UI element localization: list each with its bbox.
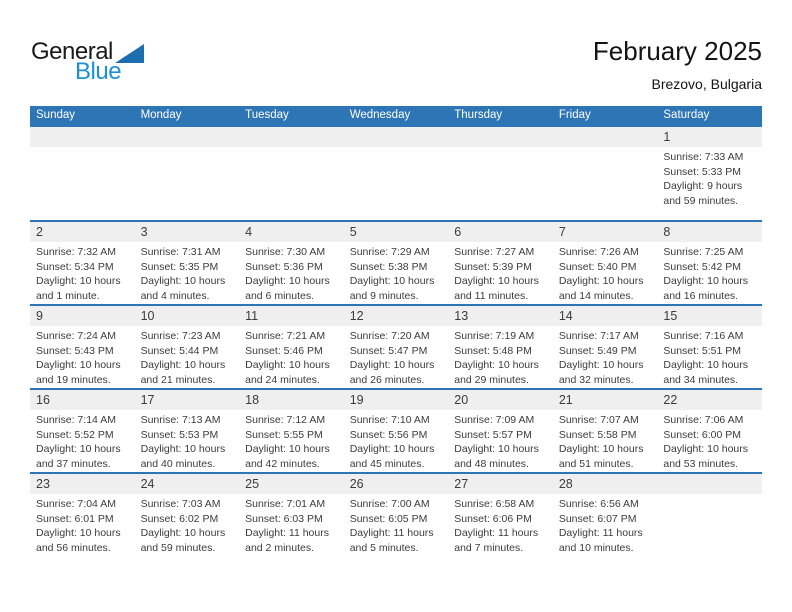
day-number: 2	[36, 225, 43, 239]
day-detail-line: Daylight: 10 hours	[140, 359, 226, 371]
calendar-day-cell	[30, 390, 135, 472]
day-detail-line: Daylight: 10 hours	[454, 359, 539, 371]
day-number: 15	[663, 309, 678, 323]
day-number-band	[239, 306, 344, 326]
day-number: 14	[558, 309, 573, 323]
day-number: 25	[245, 477, 260, 491]
title-block	[593, 36, 762, 92]
day-detail-line: and 16 minutes.	[663, 289, 739, 302]
day-details	[657, 242, 762, 303]
day-number: 17	[140, 393, 155, 407]
day-number-band	[657, 127, 762, 147]
day-detail-line: Sunrise: 7:13 AM	[140, 414, 221, 426]
day-detail-line: Daylight: 10 hours	[36, 527, 121, 539]
day-number: 3	[140, 225, 148, 239]
day-detail-line: Daylight: 10 hours	[36, 275, 121, 287]
day-details	[553, 326, 658, 387]
day-number-band	[553, 127, 658, 147]
day-details	[344, 410, 449, 471]
day-detail-line: Sunrise: 7:16 AM	[663, 330, 744, 342]
weekday-header-tuesday: Tuesday	[245, 109, 289, 121]
day-detail-line: Sunrise: 7:32 AM	[36, 246, 116, 258]
day-detail-line: Sunset: 6:06 PM	[454, 512, 532, 525]
day-number-band	[344, 390, 449, 410]
logo-text-general: General	[31, 38, 113, 65]
day-number: 23	[36, 477, 50, 491]
day-number-band	[553, 306, 658, 326]
day-detail-line: and 32 minutes.	[558, 373, 634, 386]
day-details	[553, 494, 658, 555]
day-detail-line: and 37 minutes.	[36, 457, 111, 470]
day-number-band	[448, 390, 553, 410]
weekday-header-saturday: Saturday	[663, 109, 710, 121]
day-detail-line: Sunset: 5:48 PM	[454, 344, 532, 357]
calendar-day-cell	[553, 306, 658, 388]
calendar-day-cell	[239, 474, 344, 556]
calendar-day-cell	[657, 222, 762, 304]
day-detail-line: and 29 minutes.	[454, 373, 529, 386]
day-detail-line: Daylight: 10 hours	[349, 359, 435, 371]
day-details	[135, 410, 240, 471]
day-number: 8	[663, 225, 671, 239]
day-details	[553, 147, 658, 150]
day-detail-line: Sunset: 5:33 PM	[663, 165, 742, 178]
day-detail-line: Sunrise: 6:56 AM	[558, 498, 639, 510]
day-detail-line: and 48 minutes.	[454, 457, 529, 470]
day-detail-line: Sunset: 5:55 PM	[245, 428, 323, 441]
calendar-day-cell	[239, 222, 344, 304]
day-detail-line: Sunrise: 7:07 AM	[558, 414, 639, 426]
day-detail-line: Sunset: 5:47 PM	[349, 344, 428, 357]
day-detail-line: Sunrise: 7:06 AM	[663, 414, 744, 426]
calendar-day-cell	[239, 306, 344, 388]
day-number: 13	[454, 309, 469, 323]
day-number-band	[30, 222, 135, 242]
day-detail-line: Sunset: 5:46 PM	[245, 344, 323, 357]
day-details	[448, 494, 553, 555]
day-details	[448, 326, 553, 387]
day-detail-line: Sunset: 5:58 PM	[558, 428, 637, 441]
day-details	[239, 326, 344, 387]
day-number-band	[344, 127, 449, 147]
day-detail-line: Sunrise: 7:31 AM	[140, 246, 221, 258]
calendar-day-cell	[448, 390, 553, 472]
day-number-band	[553, 474, 658, 494]
day-number: 27	[454, 477, 469, 491]
day-detail-line: Sunset: 5:34 PM	[36, 260, 114, 273]
day-detail-line: and 34 minutes.	[663, 373, 739, 386]
calendar-day-cell	[448, 474, 553, 556]
day-detail-line: and 45 minutes.	[349, 457, 425, 470]
day-number-band	[657, 474, 762, 494]
day-detail-line: Sunrise: 7:04 AM	[36, 498, 116, 510]
day-details	[135, 242, 240, 303]
day-details	[657, 326, 762, 387]
day-detail-line: and 4 minutes.	[140, 289, 210, 302]
calendar-day-cell	[657, 127, 762, 220]
calendar-empty-cell	[657, 474, 762, 556]
day-number-band	[239, 222, 344, 242]
day-details	[239, 410, 344, 471]
day-number-band	[448, 306, 553, 326]
day-number-band	[30, 474, 135, 494]
day-number-band	[657, 306, 762, 326]
general-blue-logo	[31, 40, 144, 84]
day-detail-line: and 7 minutes.	[454, 541, 524, 554]
day-details	[239, 494, 344, 555]
day-detail-line: Daylight: 10 hours	[140, 527, 226, 539]
calendar-day-cell	[344, 306, 449, 388]
day-detail-line: Daylight: 10 hours	[349, 443, 435, 455]
day-details	[239, 242, 344, 303]
day-number-band	[553, 390, 658, 410]
day-detail-line: Daylight: 10 hours	[245, 443, 330, 455]
day-number: 18	[245, 393, 260, 407]
day-number: 26	[349, 477, 364, 491]
day-detail-line: Sunrise: 7:09 AM	[454, 414, 535, 426]
calendar-empty-cell	[135, 127, 240, 220]
day-number-band	[239, 390, 344, 410]
day-detail-line: Sunset: 5:36 PM	[245, 260, 323, 273]
day-number: 22	[663, 393, 678, 407]
day-detail-line: Sunset: 5:42 PM	[663, 260, 742, 273]
day-detail-line: Daylight: 10 hours	[663, 359, 749, 371]
day-detail-line: Sunrise: 7:23 AM	[140, 330, 221, 342]
calendar-day-cell	[448, 306, 553, 388]
day-number: 20	[454, 393, 469, 407]
day-number-band	[30, 390, 135, 410]
calendar-day-cell	[344, 390, 449, 472]
day-detail-line: Daylight: 10 hours	[558, 443, 644, 455]
day-detail-line: Daylight: 9 hours	[663, 180, 743, 192]
day-number: 4	[245, 225, 253, 239]
day-detail-line: Daylight: 10 hours	[36, 359, 121, 371]
day-detail-line: and 59 minutes.	[663, 194, 739, 207]
day-details	[448, 410, 553, 471]
page-title: February 2025	[592, 36, 762, 66]
day-detail-line: Sunset: 5:49 PM	[558, 344, 637, 357]
calendar-day-cell	[135, 222, 240, 304]
day-number-band	[135, 222, 240, 242]
day-details	[135, 147, 240, 150]
day-detail-line: and 19 minutes.	[36, 373, 111, 386]
day-detail-line: Sunset: 5:52 PM	[36, 428, 114, 441]
day-detail-line: and 51 minutes.	[558, 457, 634, 470]
calendar-week-row	[30, 472, 762, 556]
weekday-header-wednesday: Wednesday	[349, 109, 411, 121]
day-detail-line: and 40 minutes.	[140, 457, 216, 470]
calendar-empty-cell	[448, 127, 553, 220]
day-number: 7	[558, 225, 566, 239]
day-details	[553, 410, 658, 471]
day-detail-line: Daylight: 11 hours	[245, 527, 329, 539]
day-detail-line: Daylight: 10 hours	[36, 443, 121, 455]
day-detail-line: Sunrise: 7:12 AM	[245, 414, 326, 426]
weekday-header-bar	[30, 106, 762, 125]
calendar-day-cell	[135, 390, 240, 472]
weekday-header-monday: Monday	[140, 109, 182, 121]
day-detail-line: Sunrise: 7:20 AM	[349, 330, 430, 342]
day-detail-line: Sunset: 5:53 PM	[140, 428, 219, 441]
calendar-day-cell	[553, 474, 658, 556]
day-detail-line: and 24 minutes.	[245, 373, 320, 386]
day-number-band	[135, 390, 240, 410]
day-detail-line: and 2 minutes.	[245, 541, 315, 554]
day-number: 5	[349, 225, 357, 239]
day-number-band	[448, 222, 553, 242]
day-details	[344, 242, 449, 303]
day-details	[344, 326, 449, 387]
calendar-day-cell	[135, 474, 240, 556]
day-detail-line: Sunrise: 7:00 AM	[349, 498, 430, 510]
day-number: 19	[349, 393, 364, 407]
calendar-day-cell	[553, 390, 658, 472]
day-detail-line: and 5 minutes.	[349, 541, 419, 554]
day-number-band	[657, 222, 762, 242]
day-details	[30, 242, 135, 303]
day-detail-line: Sunrise: 7:21 AM	[245, 330, 326, 342]
day-detail-line: Daylight: 10 hours	[245, 359, 330, 371]
day-detail-line: Sunrise: 7:24 AM	[36, 330, 116, 342]
day-number: 16	[36, 393, 50, 407]
day-detail-line: Sunrise: 7:19 AM	[454, 330, 535, 342]
day-detail-line: Sunrise: 7:25 AM	[663, 246, 744, 258]
day-details	[135, 326, 240, 387]
calendar-day-cell	[657, 306, 762, 388]
calendar-day-cell	[30, 306, 135, 388]
day-number: 21	[558, 393, 573, 407]
day-detail-line: Sunset: 5:38 PM	[349, 260, 428, 273]
day-detail-line: Daylight: 10 hours	[140, 443, 226, 455]
day-details	[657, 494, 762, 497]
day-detail-line: and 59 minutes.	[140, 541, 216, 554]
weekday-header-thursday: Thursday	[454, 109, 503, 121]
day-details	[448, 242, 553, 303]
day-details	[135, 494, 240, 555]
day-detail-line: Sunrise: 7:29 AM	[349, 246, 430, 258]
day-detail-line: and 56 minutes.	[36, 541, 111, 554]
day-details	[657, 410, 762, 471]
day-detail-line: and 10 minutes.	[558, 541, 634, 554]
calendar-empty-cell	[239, 127, 344, 220]
day-number: 6	[454, 225, 462, 239]
day-detail-line: Sunrise: 7:17 AM	[558, 330, 639, 342]
day-detail-line: and 9 minutes.	[349, 289, 419, 302]
weekday-header-sunday: Sunday	[36, 109, 76, 121]
day-detail-line: Sunset: 6:01 PM	[36, 512, 114, 525]
day-detail-line: Daylight: 10 hours	[663, 443, 749, 455]
day-detail-line: Daylight: 10 hours	[349, 275, 435, 287]
day-detail-line: Sunset: 6:02 PM	[140, 512, 219, 525]
day-number-band	[344, 474, 449, 494]
day-detail-line: Sunset: 5:43 PM	[36, 344, 114, 357]
weekday-header-friday: Friday	[558, 109, 591, 121]
day-details	[239, 147, 344, 150]
day-detail-line: Sunset: 5:40 PM	[558, 260, 637, 273]
calendar-week-row	[30, 388, 762, 472]
calendar-day-cell	[30, 474, 135, 556]
day-detail-line: Sunrise: 7:03 AM	[140, 498, 221, 510]
day-detail-line: and 6 minutes.	[245, 289, 315, 302]
calendar-day-cell	[553, 222, 658, 304]
day-detail-line: Sunrise: 7:30 AM	[245, 246, 326, 258]
day-number: 28	[558, 477, 573, 491]
day-details	[344, 147, 449, 150]
day-detail-line: and 53 minutes.	[663, 457, 739, 470]
day-number: 1	[663, 130, 671, 144]
day-number-band	[135, 127, 240, 147]
day-detail-line: Sunset: 5:35 PM	[140, 260, 219, 273]
day-details	[30, 326, 135, 387]
day-number: 11	[245, 309, 259, 323]
day-detail-line: Daylight: 10 hours	[140, 275, 226, 287]
day-detail-line: Sunrise: 7:14 AM	[36, 414, 116, 426]
day-detail-line: and 11 minutes.	[454, 289, 529, 302]
day-number: 12	[349, 309, 364, 323]
logo-text-blue: Blue	[75, 58, 122, 85]
day-detail-line: Sunset: 5:51 PM	[663, 344, 742, 357]
day-details	[30, 494, 135, 555]
day-number-band	[135, 474, 240, 494]
day-details	[553, 242, 658, 303]
day-details	[30, 147, 135, 150]
day-detail-line: and 14 minutes.	[558, 289, 634, 302]
calendar-day-cell	[344, 222, 449, 304]
day-number-band	[30, 127, 135, 147]
day-number-band	[135, 306, 240, 326]
day-detail-line: and 42 minutes.	[245, 457, 320, 470]
calendar-grid	[30, 106, 762, 556]
day-detail-line: Sunrise: 7:10 AM	[349, 414, 430, 426]
day-number-band	[239, 127, 344, 147]
day-detail-line: Sunset: 5:57 PM	[454, 428, 532, 441]
calendar-day-cell	[448, 222, 553, 304]
day-details	[30, 410, 135, 471]
day-details	[344, 494, 449, 555]
day-detail-line: Daylight: 10 hours	[454, 443, 539, 455]
calendar-empty-cell	[30, 127, 135, 220]
day-detail-line: Sunset: 6:03 PM	[245, 512, 323, 525]
day-number-band	[448, 474, 553, 494]
day-details	[657, 147, 762, 208]
calendar-weeks	[30, 125, 762, 556]
day-detail-line: Daylight: 10 hours	[558, 275, 644, 287]
day-detail-line: Daylight: 11 hours	[349, 527, 434, 539]
day-details	[448, 147, 553, 150]
day-detail-line: and 26 minutes.	[349, 373, 425, 386]
day-number-band	[30, 306, 135, 326]
day-detail-line: and 21 minutes.	[140, 373, 216, 386]
day-detail-line: Sunrise: 7:01 AM	[245, 498, 326, 510]
day-number-band	[657, 390, 762, 410]
calendar-week-row	[30, 220, 762, 304]
day-number: 10	[140, 309, 155, 323]
calendar-empty-cell	[553, 127, 658, 220]
day-detail-line: and 1 minute.	[36, 289, 100, 302]
day-number: 9	[36, 309, 43, 323]
calendar-week-row	[30, 125, 762, 220]
location-subtitle: Brezovo, Bulgaria	[651, 76, 762, 92]
calendar-day-cell	[30, 222, 135, 304]
day-detail-line: Sunset: 6:05 PM	[349, 512, 428, 525]
day-detail-line: Sunrise: 6:58 AM	[454, 498, 535, 510]
day-detail-line: Daylight: 10 hours	[245, 275, 330, 287]
day-detail-line: Daylight: 10 hours	[454, 275, 539, 287]
day-number-band	[344, 222, 449, 242]
day-detail-line: Daylight: 11 hours	[454, 527, 539, 539]
day-number-band	[344, 306, 449, 326]
calendar-day-cell	[135, 306, 240, 388]
day-detail-line: Sunset: 5:39 PM	[454, 260, 532, 273]
day-number-band	[239, 474, 344, 494]
day-detail-line: Sunrise: 7:33 AM	[663, 151, 744, 163]
day-detail-line: Sunset: 5:56 PM	[349, 428, 428, 441]
day-detail-line: Daylight: 10 hours	[558, 359, 644, 371]
calendar-empty-cell	[344, 127, 449, 220]
day-number-band	[448, 127, 553, 147]
day-detail-line: Sunset: 6:00 PM	[663, 428, 742, 441]
day-detail-line: Daylight: 10 hours	[663, 275, 749, 287]
day-number-band	[553, 222, 658, 242]
day-number: 24	[140, 477, 155, 491]
calendar-day-cell	[657, 390, 762, 472]
day-detail-line: Sunrise: 7:27 AM	[454, 246, 535, 258]
calendar-day-cell	[344, 474, 449, 556]
day-detail-line: Sunset: 5:44 PM	[140, 344, 219, 357]
calendar-week-row	[30, 304, 762, 388]
day-detail-line: Sunrise: 7:26 AM	[558, 246, 639, 258]
calendar-day-cell	[239, 390, 344, 472]
day-detail-line: Sunset: 6:07 PM	[558, 512, 637, 525]
day-detail-line: Daylight: 11 hours	[558, 527, 643, 539]
